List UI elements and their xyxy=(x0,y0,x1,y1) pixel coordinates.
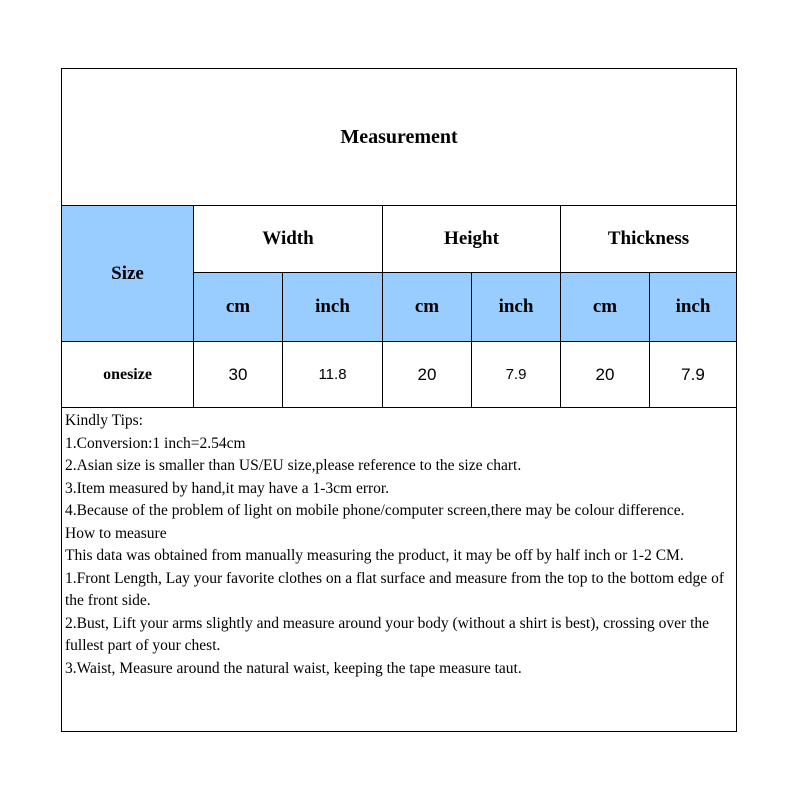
width-cm-header: cm xyxy=(193,272,282,341)
width-header: Width xyxy=(193,205,382,272)
height-cm-header: cm xyxy=(382,272,471,341)
size-chart-table xyxy=(61,68,737,732)
size-header: Size xyxy=(62,205,193,341)
tip-colour-difference: 4.Because of the problem of light on mobile phone/computer screen,there may be colour difference. xyxy=(65,502,685,519)
height-cm-value: 20 xyxy=(382,341,471,407)
tips-heading: Kindly Tips: xyxy=(65,412,143,429)
width-inch-header: inch xyxy=(282,272,382,341)
thickness-cm-header: cm xyxy=(560,272,649,341)
width-cm-value: 30 xyxy=(193,341,282,407)
thickness-inch-header: inch xyxy=(649,272,736,341)
bust-instruction: 2.Bust, Lift your arms slightly and measure around your body (without a shirt is best), crossing over the fullest part of your chest. xyxy=(65,614,710,654)
thickness-cm-value: 20 xyxy=(560,341,649,407)
width-inch-value: 11.8 xyxy=(282,341,382,407)
tip-asian-size: 2.Asian size is smaller than US/EU size,please reference to the size chart. xyxy=(65,457,522,474)
height-header: Height xyxy=(382,205,560,272)
tip-measure-error: 3.Item measured by hand,it may have a 1-3cm error. xyxy=(65,479,390,497)
tips-section xyxy=(62,407,736,680)
how-to-measure-intro: This data was obtained from manually measuring the product, it may be off by half inch or 1-2 CM. xyxy=(65,547,684,564)
tip-conversion: 1.Conversion:1 inch=2.54cm xyxy=(65,434,246,452)
thickness-header: Thickness xyxy=(560,205,736,272)
table-title: Measurement xyxy=(340,125,458,148)
waist-instruction: 3.Waist, Measure around the natural waist, keeping the tape measure taut. xyxy=(65,659,522,677)
front-length-instruction: 1.Front Length, Lay your favorite clothes on a flat surface and measure from the top to the bottom edge of the front side. xyxy=(65,569,724,609)
how-to-measure-heading: How to measure xyxy=(65,524,167,542)
height-inch-header: inch xyxy=(471,272,560,341)
height-inch-value: 7.9 xyxy=(471,341,560,407)
thickness-inch-value: 7.9 xyxy=(649,341,736,407)
row-label-onesize: onesize xyxy=(62,341,193,407)
